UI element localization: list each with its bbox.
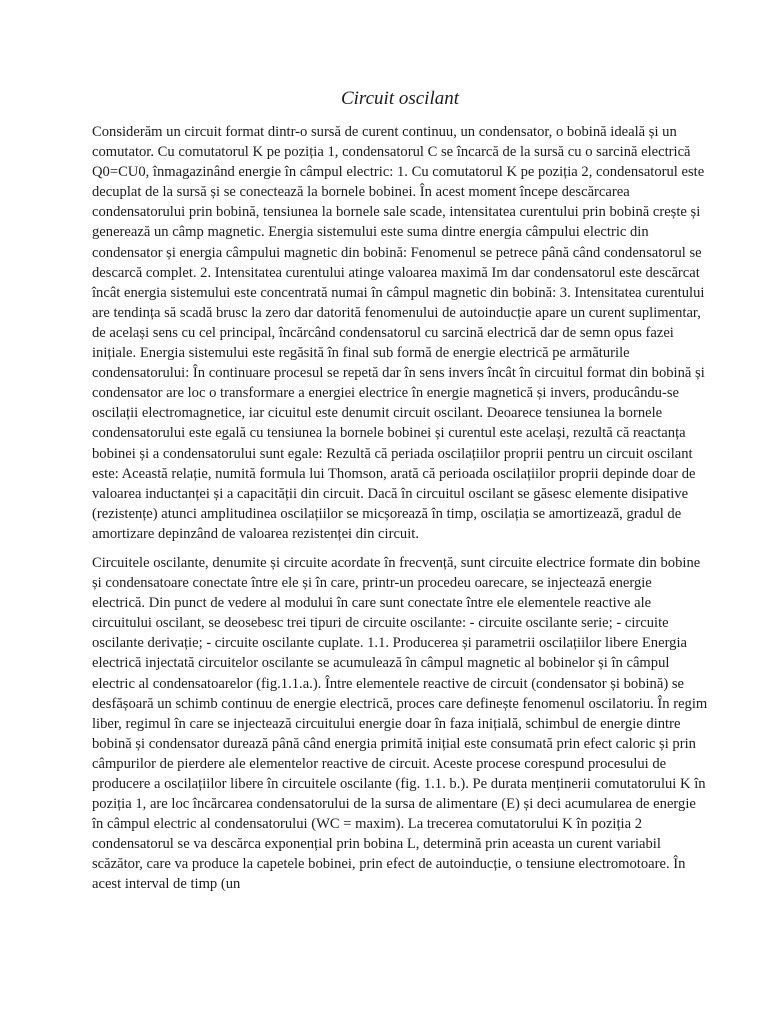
document-page: [92, 86, 708, 895]
paragraph-1: Considerăm un circuit format dintr-o sursă de curent continuu, un condensator, o bobină ideală și un comutator. Cu comutatorul K pe poziția 1, condensatorul C se încarcă de la sursă cu o sarcină electrică Q0=CU0, înmagazinând energie în câmpul electric: 1. Cu comutatorul K pe poziția 2, condensatorul este decuplat de la sursă și se conectează la bornele bobinei. În acest moment începe descărcarea condensatorului prin bobină, tensiunea la bornele sale scade, intensitatea curentului prin bobină crește și generează un câmp magnetic. Energia sistemului este suma dintre energia câmpului electric din condensator și energia câmpului magnetic din bobină: Fenomenul se petrece până când condensatorul se descarcă complet. 2. Intensitatea curentului atinge valoarea maximă Im dar condensatorul este descărcat încât energia sistemului este concentrată numai în câmpul magnetic din bobină: 3. Intensitatea curentului are tendința să scadă brusc la zero dar datorită fenomenului de autoinducție apare un curent suplimentar, de același sens cu cel principal, încărcând condensatorul cu sarcină electrică dar de semn opus fazei inițiale. Energia sistemului este regăsită în final sub formă de energie electrică pe armăturile condensatorului: În continuare procesul se repetă dar în sens invers încât în circuitul format din bobină și condensator are loc o transformare a energiei electrice în energie magnetică și invers, producându-se oscilații electromagnetice, iar cicuitul este denumit circuit oscilant. Deoarece tensiunea la bornele condensatorului este egală cu tensiunea la bornele bobinei și curentul este același, rezultă că reactanța bobinei și a condensatorului sunt egale: Rezultă că periada oscilațiilor proprii pentru un circuit oscilant este: Această relație, numită formula lui Thomson, arată că perioada oscilațiilor proprii depinde doar de valoarea inductanței și a capacității din circuit. Dacă în circuitul oscilant se găsesc elemente disipative (rezistențe) atunci amplitudinea oscilațiilor se micșorează în timp, oscilația se amortizează, gradul de amortizare depinzând de valoarea rezistenței din circuit.: [92, 124, 705, 542]
paragraph-2: Circuitele oscilante, denumite și circuite acordate în frecvență, sunt circuite electrice formate din bobine și condensatoare conectate între ele și în care, printr-un procedeu oarecare, se injectează energie electrică. Din punct de vedere al modului în care sunt conectate între ele elementele reactive ale circuitului oscilant, se deosebesc trei tipuri de circuite oscilante: - circuite oscilante serie; - circuite oscilante derivație; - circuite oscilante cuplate. 1.1. Producerea și parametrii oscilațiilor libere Energia electrică injectată circuitelor oscilante se acumulează în câmpul magnetic al bobinelor și în câmpul electric al condensatoarelor (fig.1.1.a.). Între elementele reactive de circuit (condensator și bobină) se desfășoară un schimb continuu de energie electrică, proces care definește fenomenul oscilatoriu. În regim liber, regimul în care se injectează circuitului energie doar în faza inițială, schimbul de energie dintre bobină și condensator durează până când energia primită inițial este consumată prin efect caloric și prin câmpurilor de pierdere ale elementelor reactive de circuit. Aceste procese corespund procesului de producere a oscilațiilor libere în circuitele oscilante (fig. 1.1. b.). Pe durata menținerii comutatorului K în poziția 1, are loc încărcarea condensatorului de la sursa de alimentare (E) și deci acumularea de energie în câmpul electric al condensatorului (WC = maxim). La trecerea comutatorului K în poziția 2 condensatorul se va descărca exponențial prin bobina L, determină prin aceasta un curent variabil scăzător, care va produce la capetele bobinei, prin efect de autoinducție, o tensiune electromotoare. În acest interval de timp (un: [92, 554, 708, 893]
document-title: Circuit oscilant: [340, 88, 460, 109]
